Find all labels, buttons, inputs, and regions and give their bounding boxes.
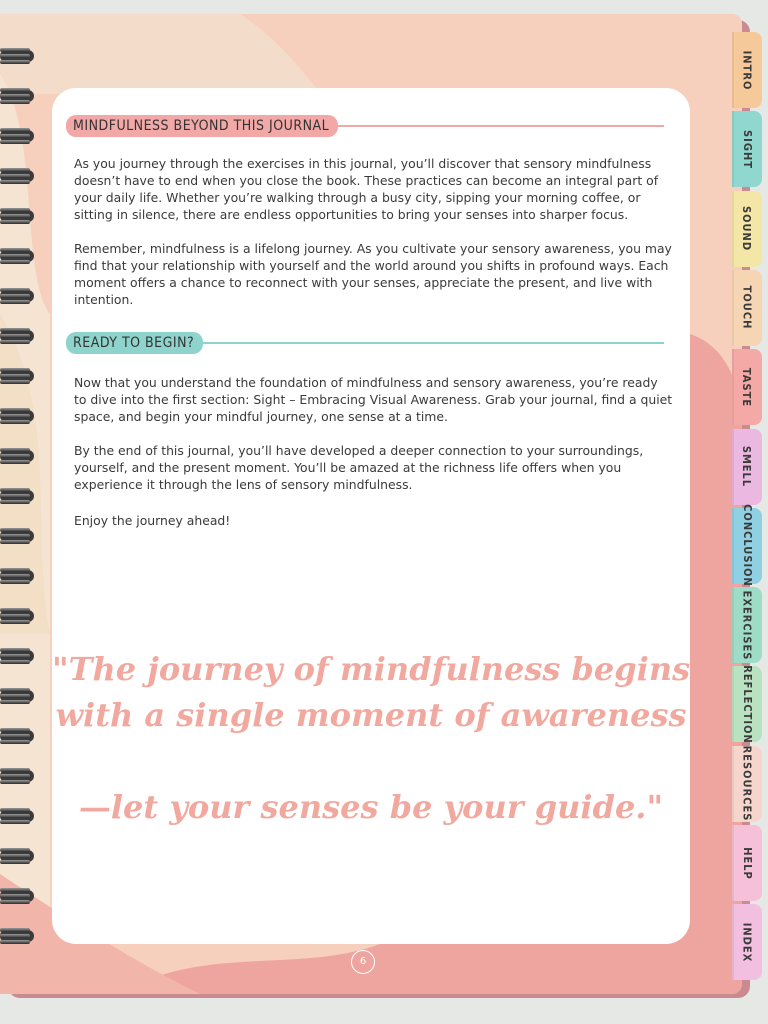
section-heading-row — [66, 332, 664, 354]
spiral-ring — [0, 406, 34, 426]
quote-line: with a single moment of awareness — [55, 696, 687, 734]
paragraph: As you journey through the exercises in this journal, you’ll discover that sensory mindfulness doesn’t have to end when you close the book. These practices can become an integral part of your daily life. Whether you’re walking through a busy city, sipping your morning coffee, or sitting in silence, there are endless opportunities to bring your senses into sharper focus. — [74, 156, 659, 222]
tab-label: RESOURCES — [740, 745, 754, 822]
tab-taste[interactable] — [732, 349, 762, 425]
tab-label: INTRO — [740, 50, 754, 90]
spiral-ring — [0, 326, 34, 346]
tab-label: SOUND — [740, 206, 754, 252]
spiral-ring — [0, 486, 34, 506]
spiral-ring — [0, 206, 34, 226]
spiral-ring — [0, 166, 34, 186]
spiral-ring — [0, 126, 34, 146]
tab-sound[interactable] — [732, 191, 762, 267]
content-card — [52, 88, 690, 944]
section-heading-row — [66, 115, 664, 137]
tab-index[interactable] — [732, 904, 762, 980]
tab-label: SMELL — [740, 445, 754, 488]
spiral-ring — [0, 886, 34, 906]
spiral-ring — [0, 926, 34, 946]
tab-resources[interactable] — [732, 746, 762, 822]
tab-label: HELP — [740, 846, 754, 880]
tab-help[interactable] — [732, 825, 762, 901]
spiral-ring — [0, 286, 34, 306]
quote-line: —let your senses be your guide." — [78, 788, 664, 826]
tab-exercises[interactable] — [732, 587, 762, 663]
section-heading: READY TO BEGIN? — [66, 332, 203, 354]
spiral-ring — [0, 686, 34, 706]
tab-touch[interactable] — [732, 270, 762, 346]
tab-label: TOUCH — [740, 286, 754, 330]
spiral-ring — [0, 366, 34, 386]
tab-label: REFLECTION — [740, 665, 754, 744]
quote-line: "The journey of mindfulness begins — [52, 650, 691, 688]
tab-label: EXERCISES — [740, 590, 754, 660]
spiral-ring — [0, 86, 34, 106]
spiral-ring — [0, 726, 34, 746]
spiral-binding — [0, 46, 40, 966]
spiral-ring — [0, 806, 34, 826]
tab-conclusion[interactable] — [732, 504, 762, 588]
paragraph: Now that you understand the foundation of mindfulness and sensory awareness, you’re ready to dive into the first section: Sight – Embracing Visual Awareness. Grab your journal, find a quiet space, and begin your mindful journey, one sense at a time. — [74, 375, 673, 424]
tab-intro[interactable] — [732, 32, 762, 108]
spiral-ring — [0, 526, 34, 546]
tab-sight[interactable] — [732, 111, 762, 187]
tab-reflection[interactable] — [732, 666, 762, 742]
tab-smell[interactable] — [732, 429, 762, 505]
paragraph: Remember, mindfulness is a lifelong journey. As you cultivate your sensory awareness, you may find that your relationship with yourself and the world around you shifts in profound ways. Each moment offers a chance to reconnect with your senses, appreciate the present, and live with intention. — [74, 241, 672, 307]
spiral-ring — [0, 446, 34, 466]
tab-label: CONCLUSION — [740, 504, 754, 588]
paragraph: Enjoy the journey ahead! — [74, 513, 231, 528]
paragraph: By the end of this journal, you’ll have developed a deeper connection to your surroundings, yourself, and the present moment. You’ll be amazed at the richness life offers when you experience it through the lens of sensory mindfulness. — [74, 443, 644, 492]
spiral-ring — [0, 766, 34, 786]
spiral-ring — [0, 246, 34, 266]
section-tabs — [732, 32, 768, 982]
tab-label: INDEX — [740, 922, 754, 963]
heading-rule — [338, 125, 664, 127]
tab-label: TASTE — [740, 367, 754, 407]
page-number: 6 — [351, 950, 375, 974]
heading-rule — [203, 342, 664, 344]
spiral-ring — [0, 646, 34, 666]
spiral-ring — [0, 846, 34, 866]
spiral-ring — [0, 606, 34, 626]
tab-label: SIGHT — [740, 129, 754, 169]
spiral-ring — [0, 46, 34, 66]
spiral-ring — [0, 566, 34, 586]
section-heading: MINDFULNESS BEYOND THIS JOURNAL — [66, 115, 338, 137]
